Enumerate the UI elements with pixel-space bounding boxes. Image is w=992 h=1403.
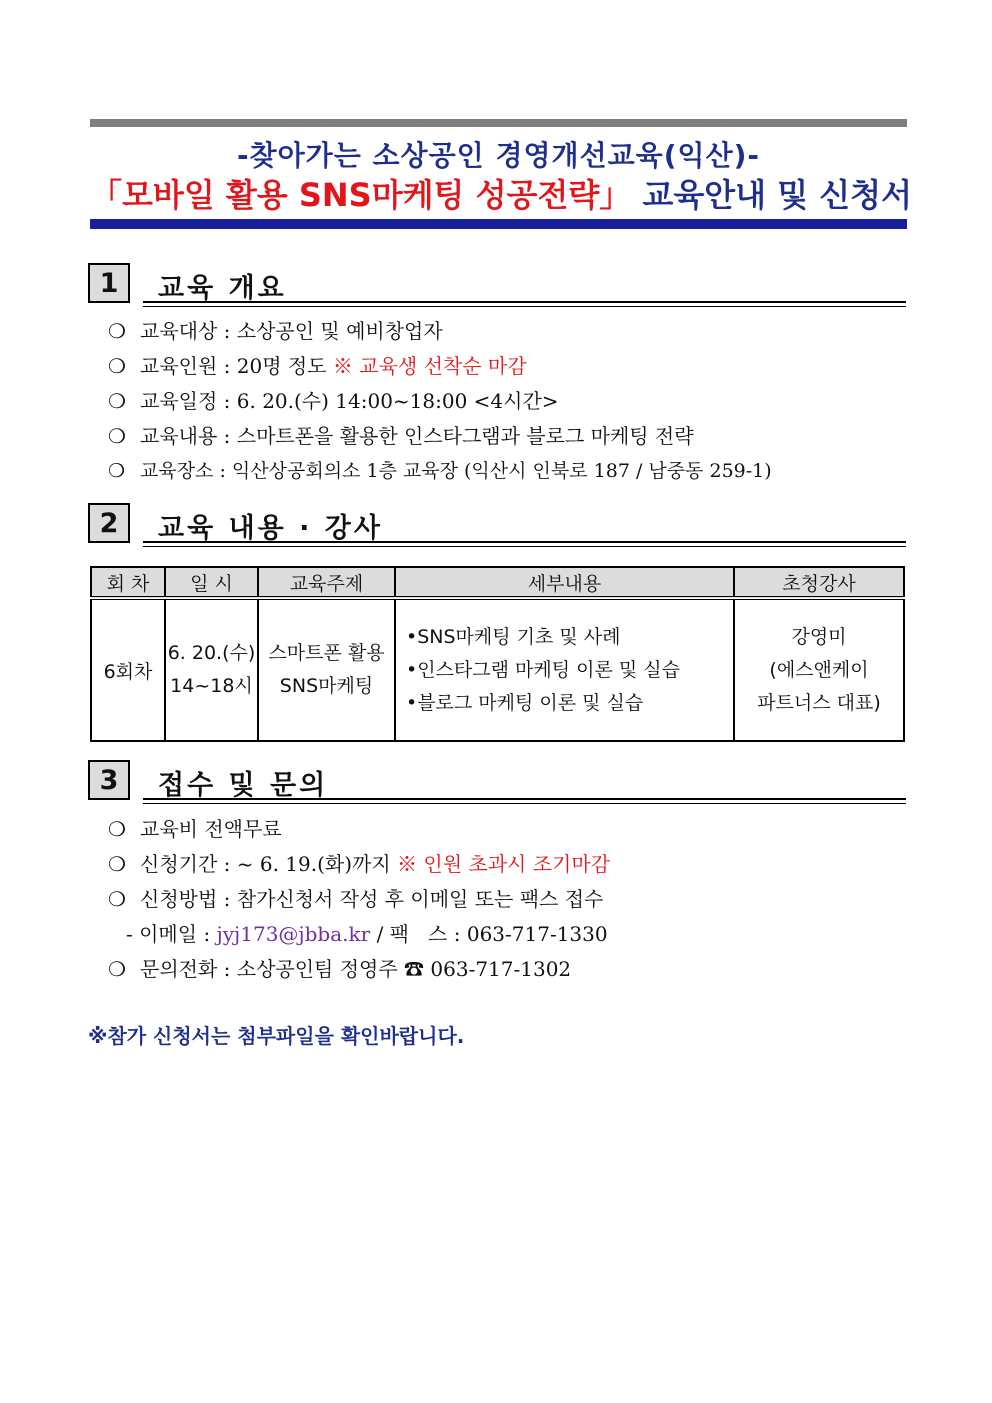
- fee-text: 교육비 전액무료: [140, 817, 282, 841]
- document-subtitle: -찾아가는 소상공인 경영개선교육(익산)-: [236, 139, 761, 172]
- fax-number: 063-717-1330: [466, 922, 608, 946]
- item-value: 소상공인 및 예비창업자: [236, 319, 443, 343]
- circle-bullet-icon: ❍: [108, 887, 126, 911]
- overview-list: [108, 314, 772, 489]
- circle-bullet-icon: ❍: [108, 389, 126, 413]
- contact-person: 소상공인팀 정영주: [236, 957, 398, 981]
- circle-bullet-icon: ❍: [108, 957, 126, 981]
- detail-item: •인스타그램 마케팅 이론 및 실습: [406, 658, 680, 681]
- header-topic: 교육주제: [258, 567, 395, 598]
- header-instructor: 초청강사: [734, 567, 904, 598]
- list-item: ❍ 신청기간 : ~ 6. 19.(화)까지 ※ 인원 초과시 조기마감: [108, 847, 610, 882]
- list-item: ❍ 신청방법 : 참가신청서 작성 후 이메일 또는 팩스 접수: [108, 882, 610, 917]
- list-item: ❍ 교육대상 : 소상공인 및 예비창업자: [108, 314, 772, 349]
- phone-number: 063-717-1302: [430, 957, 572, 981]
- title-blue-rule: [90, 219, 907, 229]
- section-1-header: [88, 263, 906, 307]
- method-value: 참가신청서 작성 후 이메일 또는 팩스 접수: [236, 887, 604, 911]
- item-key: 교육내용: [140, 424, 218, 448]
- section-number: 3: [88, 760, 130, 800]
- circle-bullet-icon: ❍: [108, 424, 126, 448]
- title-bracket-open: 「: [90, 176, 123, 214]
- title-highlight: 모바일 활용 SNS마케팅 성공전략: [122, 176, 600, 214]
- section-rule-thin: [143, 803, 906, 804]
- table-header-row: [91, 567, 904, 598]
- item-key: 교육장소: [140, 460, 214, 482]
- header-date: 일 시: [165, 567, 258, 598]
- section-title: 교육 내용 · 강사: [158, 513, 383, 544]
- section-rule: [143, 541, 906, 543]
- section-number: 1: [88, 263, 130, 303]
- detail-item: •SNS마케팅 기초 및 사례: [406, 625, 621, 648]
- list-item: [108, 812, 610, 847]
- detail-item: •블로그 마케팅 이론 및 실습: [406, 691, 644, 714]
- registration-list: [108, 812, 610, 987]
- title-bracket-close: 」: [599, 176, 632, 214]
- circle-bullet-icon: ❍: [108, 319, 126, 343]
- item-key: 교육인원: [140, 354, 218, 378]
- section-title: 접수 및 문의: [158, 770, 329, 801]
- item-value: 스마트폰을 활용한 인스타그램과 블로그 마케팅 전략: [236, 424, 694, 448]
- phone-icon: ☎: [404, 957, 425, 981]
- top-gray-rule: [90, 119, 907, 127]
- list-item: - 이메일 : jyj173@jbba.kr / 팩 스 : 063-717-1330: [126, 922, 608, 946]
- circle-bullet-icon: ❍: [108, 460, 126, 482]
- header-session: 회 차: [91, 567, 165, 598]
- item-value: 익산상공회의소 1층 교육장 (익산시 인북로 187 / 남중동 259-1): [231, 460, 772, 482]
- circle-bullet-icon: ❍: [108, 354, 126, 378]
- header-details: 세부내용: [395, 567, 734, 598]
- section-rule-thin: [143, 546, 906, 547]
- cell-instructor: 강영미 (에스앤케이 파트너스 대표): [734, 598, 904, 741]
- section-2-header: [88, 503, 906, 547]
- list-item: ❍ 문의전화 : 소상공인팀 정영주 ☎ 063-717-1302: [108, 952, 610, 987]
- cell-details: [395, 598, 734, 741]
- attachment-note: ※참가 신청서는 첨부파일을 확인바랍니다.: [88, 1024, 465, 1048]
- item-value: 6. 20.(수) 14:00~18:00 <4시간>: [236, 389, 559, 413]
- table-row: [91, 598, 904, 741]
- cell-topic: 스마트폰 활용 SNS마케팅: [258, 598, 395, 741]
- education-table: [90, 566, 905, 742]
- section-rule: [143, 798, 906, 800]
- section-number: 2: [88, 503, 130, 543]
- item-key: 교육대상: [140, 319, 218, 343]
- email-link[interactable]: jyj173@jbba.kr: [216, 922, 371, 946]
- item-note: ※ 교육생 선착순 마감: [332, 354, 527, 378]
- period-value: ~ 6. 19.(화)까지: [236, 852, 391, 876]
- title-rest: 교육안내 및 신청서: [631, 176, 912, 214]
- cell-session: 6회차: [91, 598, 165, 741]
- list-item: ❍ 교육일정 : 6. 20.(수) 14:00~18:00 <4시간>: [108, 384, 772, 419]
- period-note: ※ 인원 초과시 조기마감: [397, 852, 610, 876]
- item-value: 20명 정도: [236, 354, 327, 378]
- list-item: ❍ 교육내용 : 스마트폰을 활용한 인스타그램과 블로그 마케팅 전략: [108, 419, 772, 454]
- list-item: ❍ 교육장소 : 익산상공회의소 1층 교육장 (익산시 인북로 187 / 남중동 259-1): [108, 454, 772, 489]
- circle-bullet-icon: ❍: [108, 817, 126, 841]
- section-title: 교육 개요: [158, 273, 287, 304]
- section-rule-thin: [143, 306, 906, 307]
- list-item: ❍ 교육인원 : 20명 정도 ※ 교육생 선착순 마감: [108, 349, 772, 384]
- item-key: 교육일정: [140, 389, 218, 413]
- circle-bullet-icon: ❍: [108, 852, 126, 876]
- section-3-header: [88, 760, 906, 804]
- document-title: [90, 170, 912, 216]
- cell-date: 6. 20.(수) 14~18시: [165, 598, 258, 741]
- section-rule: [143, 301, 906, 303]
